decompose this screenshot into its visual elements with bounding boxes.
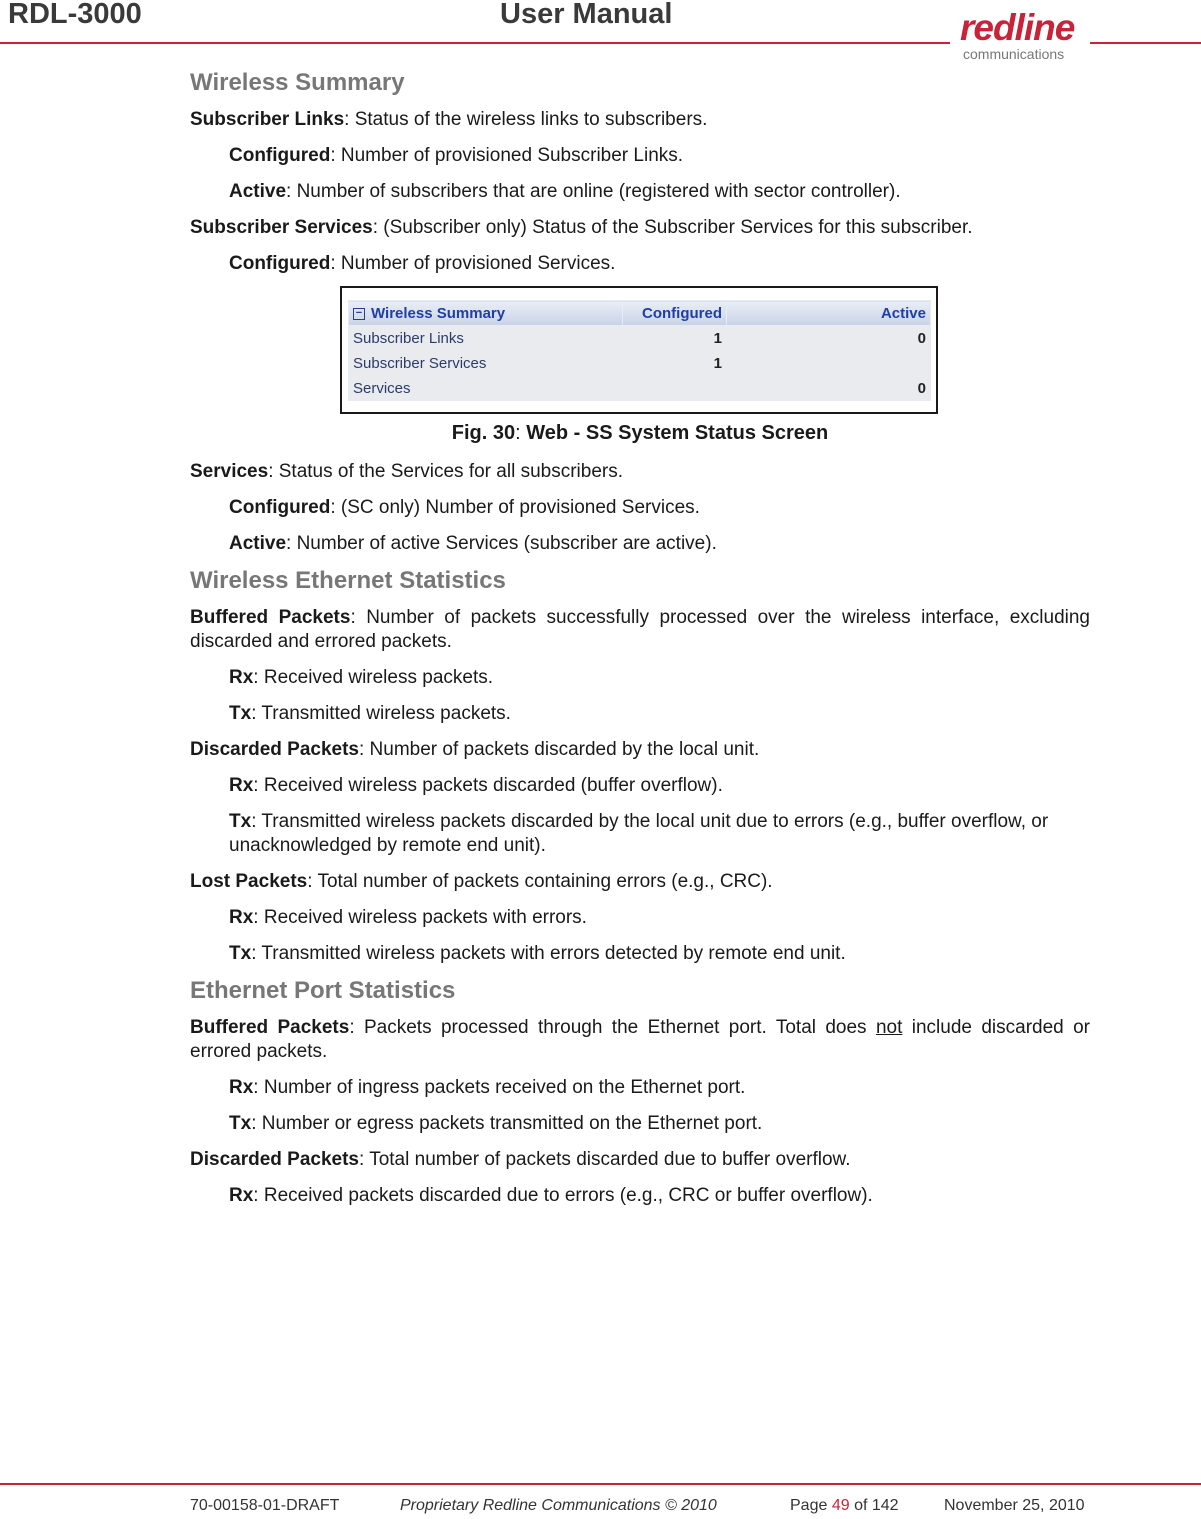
header-section[interactable] [349, 301, 623, 326]
para-lost-packets [190, 870, 1090, 894]
term: Tx [229, 811, 252, 832]
term: Configured [229, 145, 331, 166]
row-configured: 1 [623, 351, 727, 376]
term: Tx [229, 1113, 252, 1134]
para-buffered-packets [190, 606, 1090, 654]
page-label: Page [790, 1497, 828, 1514]
doc-title: User Manual [500, 0, 673, 30]
term: Discarded Packets [190, 739, 359, 760]
table-row [349, 351, 931, 376]
definition: : Transmitted wireless packets. [251, 703, 511, 724]
para-eth-buffered-packets [190, 1016, 1090, 1064]
term: Active [229, 533, 287, 554]
definition: : (Subscriber only) Status of the Subscriber Services for this subscriber. [372, 217, 973, 238]
definition: : Number of ingress packets received on the Ethernet port. [253, 1077, 746, 1098]
term: Rx [229, 907, 254, 928]
footer-copyright: Proprietary Redline Communications © 2010 [400, 1497, 717, 1514]
figure-caption [190, 420, 1090, 446]
page-number: 49 [831, 1497, 850, 1514]
header-rule-left [0, 42, 950, 44]
para-eth-tx [229, 1112, 1090, 1136]
para-configured-services [229, 252, 1090, 276]
term: Tx [229, 703, 252, 724]
term: Rx [229, 775, 254, 796]
row-active: 0 [727, 326, 931, 351]
para-tx-errors [229, 942, 1090, 966]
wireless-summary-table [348, 300, 931, 401]
para-subscriber-services [190, 216, 1090, 240]
para-configured [229, 144, 1090, 168]
para-tx [229, 702, 1090, 726]
term: Buffered Packets [190, 1017, 350, 1038]
para-configured-sc [229, 496, 1090, 520]
row-active: 0 [727, 376, 931, 401]
heading-ethernet-port-statistics: Ethernet Port Statistics [190, 977, 456, 1004]
footer-date: November 25, 2010 [944, 1497, 1085, 1514]
definition: : Number or egress packets transmitted on the Ethernet port. [251, 1113, 763, 1134]
term: Rx [229, 1077, 254, 1098]
term: Subscriber Links [190, 109, 345, 130]
logo-subtitle: communications [963, 46, 1065, 62]
caption-prefix: Fig. 30 [451, 422, 516, 444]
para-active [229, 180, 1090, 204]
header-configured: Configured [623, 301, 727, 326]
footer-page [790, 1497, 899, 1515]
definition: : Number of provisioned Services. [330, 253, 616, 274]
term: Lost Packets [190, 871, 308, 892]
definition-cont: include discarded or errored packets. [190, 1017, 1090, 1062]
caption-separator: : [515, 422, 527, 444]
definition: : Number of provisioned Subscriber Links. [330, 145, 684, 166]
definition: : Number of packets successfully processed over the wireless interface, excluding discarded and errored packets. [190, 607, 1090, 652]
table-row [349, 326, 931, 351]
footer-rule [0, 1483, 1201, 1485]
definition: : Number of packets discarded by the local unit. [359, 739, 760, 760]
para-tx-discarded [229, 810, 1090, 858]
definition: : Total number of packets discarded due to buffer overflow. [359, 1149, 851, 1170]
header-active: Active [727, 301, 931, 326]
definition: : Number of active Services (subscriber are active). [286, 533, 717, 554]
row-active [727, 351, 931, 376]
emphasis-not: not [875, 1017, 903, 1038]
definition: : Received wireless packets with errors. [253, 907, 587, 928]
figure-screenshot [340, 286, 938, 414]
header-rule-right [1090, 42, 1201, 44]
definition: : Received wireless packets discarded (buffer overflow). [253, 775, 723, 796]
row-configured: 1 [623, 326, 727, 351]
para-active-services [229, 532, 1090, 556]
para-subscriber-links [190, 108, 1090, 132]
term: Discarded Packets [190, 1149, 359, 1170]
table-row [349, 376, 931, 401]
para-rx-discarded [229, 774, 1090, 798]
para-rx-errors [229, 906, 1090, 930]
logo-wordmark: redline [960, 7, 1075, 48]
page-content [190, 66, 1090, 1208]
definition: : Transmitted wireless packets with errors detected by remote end unit. [251, 943, 846, 964]
definition: : Transmitted wireless packets discarded by the local unit due to errors (e.g., buffer overflow, or unacknowledged by remote end unit). [229, 811, 1049, 856]
header-section-label: Wireless Summary [371, 304, 506, 322]
para-services [190, 460, 1090, 484]
definition: : Total number of packets containing errors (e.g., CRC). [307, 871, 773, 892]
table-header-row [349, 301, 931, 326]
page-total: of 142 [854, 1497, 899, 1514]
term: Rx [229, 667, 254, 688]
definition: : Received wireless packets. [253, 667, 494, 688]
term: Active [229, 181, 287, 202]
definition: : Status of the Services for all subscribers. [268, 461, 623, 482]
para-eth-discarded [190, 1148, 1090, 1172]
para-discarded-packets [190, 738, 1090, 762]
term: Services [190, 461, 269, 482]
definition: : Number of subscribers that are online (registered with sector controller). [286, 181, 901, 202]
caption-text: Web - SS System Status Screen [526, 422, 829, 444]
term: Subscriber Services [190, 217, 373, 238]
term: Buffered Packets [190, 607, 351, 628]
collapse-icon[interactable]: − [353, 308, 365, 320]
row-configured [623, 376, 727, 401]
heading-wireless-ethernet-statistics: Wireless Ethernet Statistics [190, 567, 506, 594]
heading-wireless-summary: Wireless Summary [190, 69, 405, 96]
footer-doc-number: 70-00158-01-DRAFT [190, 1497, 340, 1514]
row-label: Subscriber Links [349, 326, 623, 351]
definition: : Packets processed through the Ethernet port. Total does [349, 1017, 876, 1038]
para-eth-rx [229, 1076, 1090, 1100]
term: Tx [229, 943, 252, 964]
para-eth-rx-discarded [229, 1184, 1090, 1208]
definition: : Received packets discarded due to errors (e.g., CRC or buffer overflow). [253, 1185, 873, 1206]
term: Configured [229, 497, 331, 518]
para-rx [229, 666, 1090, 690]
term: Rx [229, 1185, 254, 1206]
doc-id: RDL-3000 [8, 0, 142, 30]
definition: : Status of the wireless links to subscribers. [344, 109, 708, 130]
row-label: Services [349, 376, 623, 401]
definition: : (SC only) Number of provisioned Services. [330, 497, 700, 518]
redline-logo [960, 7, 1085, 62]
term: Configured [229, 253, 331, 274]
row-label: Subscriber Services [349, 351, 623, 376]
